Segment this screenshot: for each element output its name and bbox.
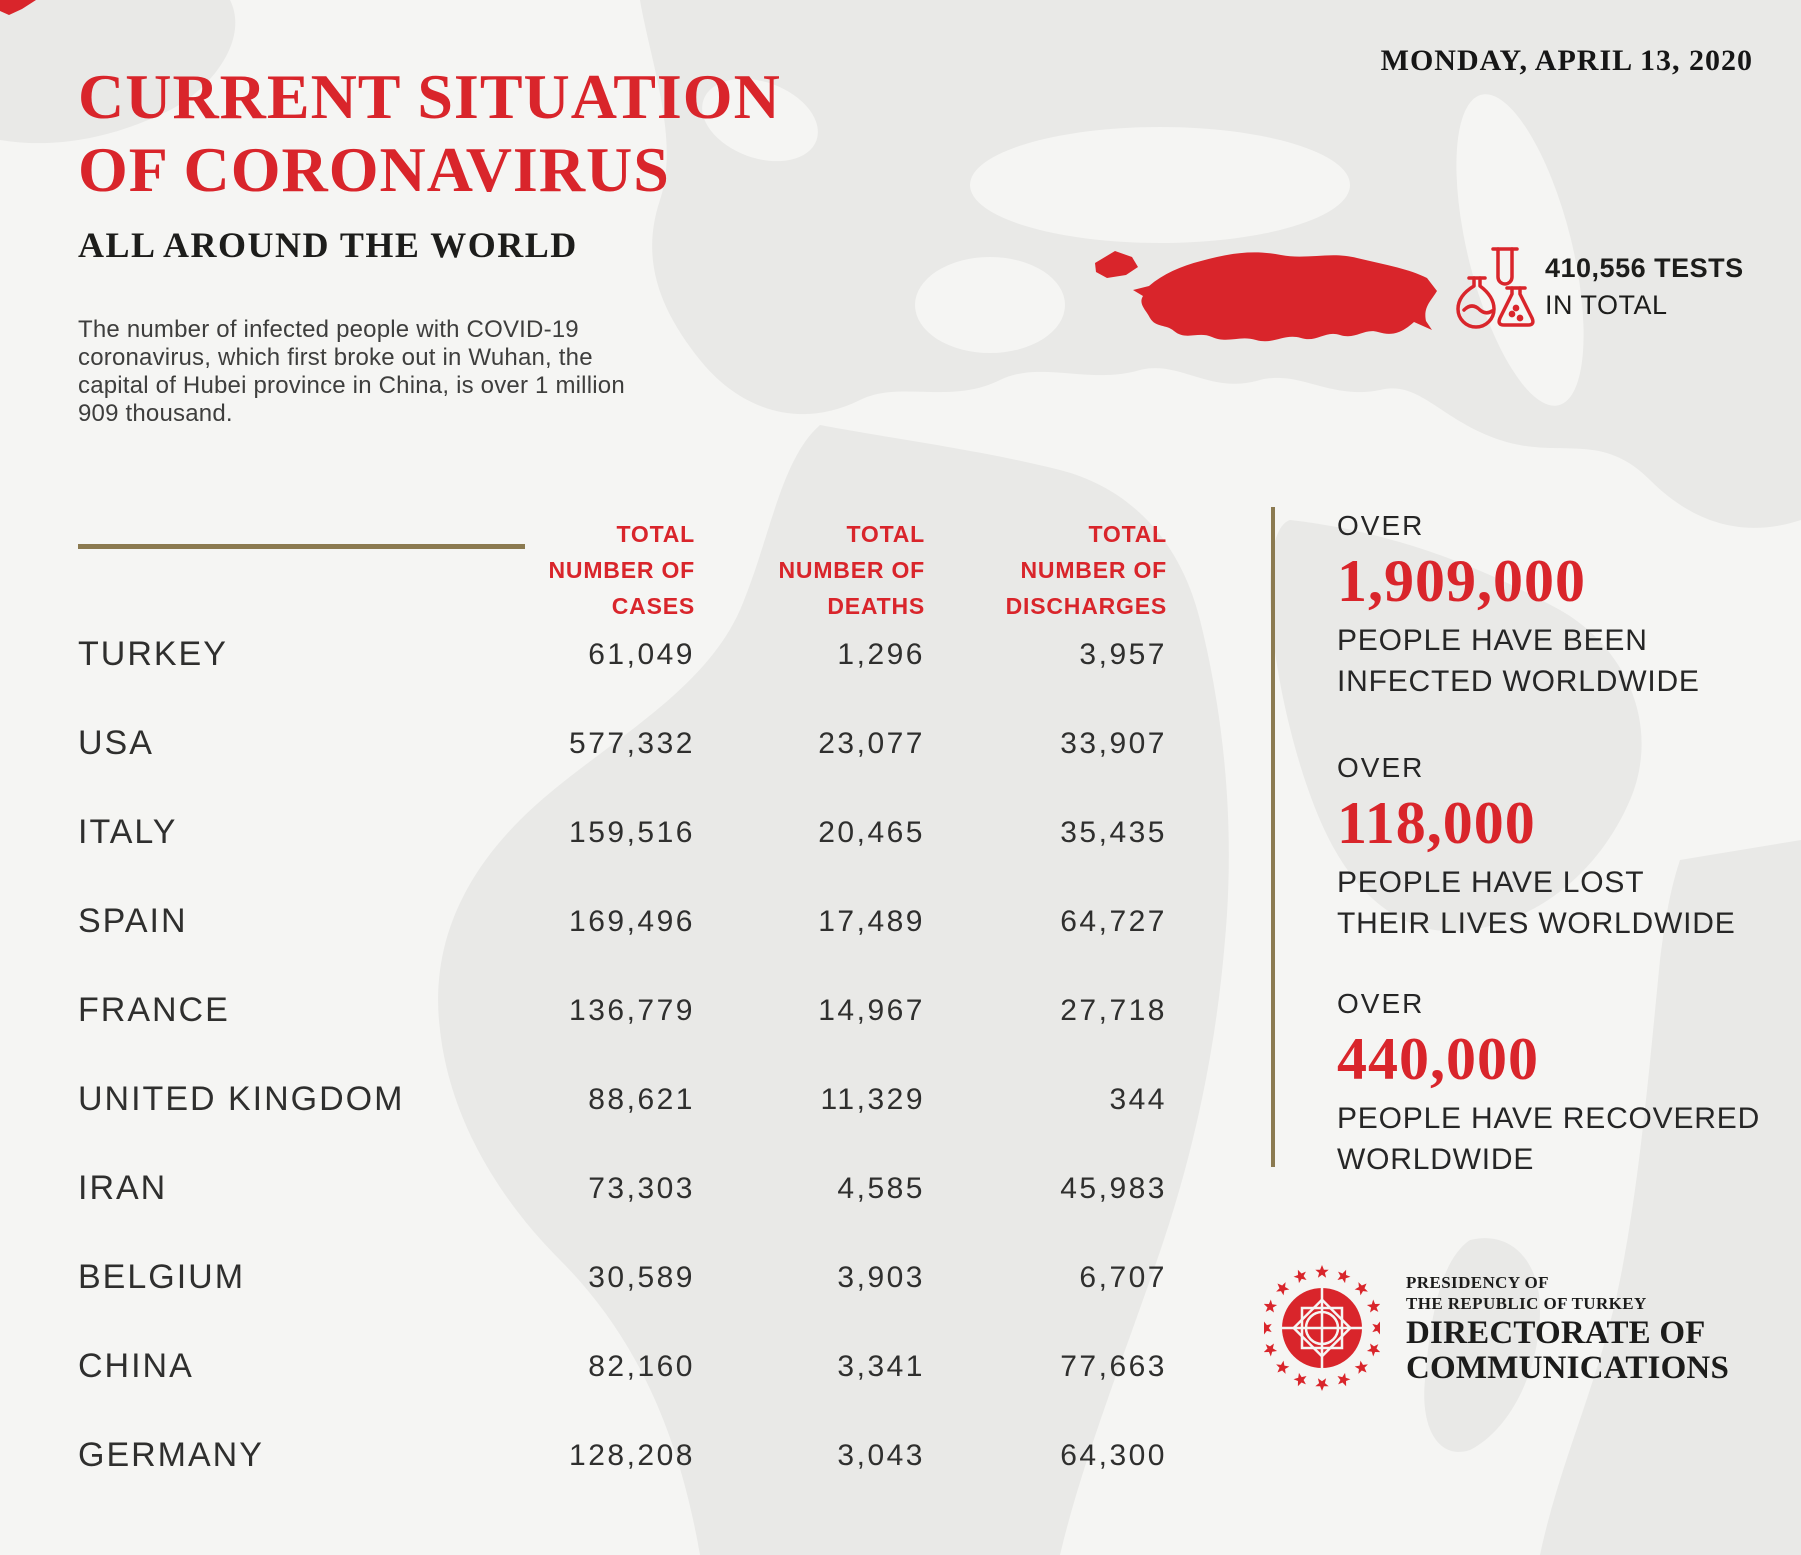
cases-cell: 61,049: [588, 637, 695, 671]
column-header-line: NUMBER OF: [548, 557, 695, 583]
title-line-2: OF CORONAVIRUS: [78, 134, 670, 205]
column-header-line: NUMBER OF: [778, 557, 925, 583]
country-cell: UNITED KINGDOM: [78, 1080, 405, 1118]
column-header-line: CASES: [611, 593, 695, 619]
discharges-cell: 35,435: [1060, 815, 1167, 849]
stat-deaths-worldwide: [1337, 752, 1787, 944]
stats-divider-rule: [1271, 507, 1275, 1167]
discharges-cell: 45,983: [1060, 1171, 1167, 1205]
tests-suffix: IN TOTAL: [1545, 290, 1668, 320]
deaths-cell: 3,903: [837, 1260, 925, 1294]
discharges-cell: 64,727: [1060, 904, 1167, 938]
discharges-cell: 27,718: [1060, 993, 1167, 1027]
deaths-cell: 1,296: [837, 637, 925, 671]
discharges-cell: 77,663: [1060, 1349, 1167, 1383]
cases-cell: 128,208: [569, 1438, 695, 1472]
deaths-cell: 4,585: [837, 1171, 925, 1205]
stat-recovered-worldwide: [1337, 988, 1787, 1180]
stat-value: 118,000: [1337, 790, 1536, 856]
page-title: [78, 60, 781, 206]
stat-caption-line: PEOPLE HAVE BEEN: [1337, 624, 1648, 657]
intro-paragraph: [78, 316, 625, 428]
lab-flasks-icon: [1452, 242, 1536, 332]
deaths-cell: 3,043: [837, 1438, 925, 1472]
country-cell: SPAIN: [78, 902, 188, 940]
stat-caption-line: PEOPLE HAVE LOST: [1337, 866, 1645, 899]
intro-line: capital of Hubei province in China, is over 1 million: [78, 372, 625, 399]
stat-caption: [1337, 862, 1787, 944]
org-big-line: DIRECTORATE OF: [1406, 1315, 1706, 1351]
turkey-map-silhouette: [1085, 230, 1437, 366]
column-header-line: NUMBER OF: [1020, 557, 1167, 583]
deaths-cell: 20,465: [818, 815, 925, 849]
poster-date: MONDAY, APRIL 13, 2020: [1380, 44, 1753, 77]
column-header-deaths: [665, 516, 925, 624]
discharges-cell: 33,907: [1060, 726, 1167, 760]
country-cell: BELGIUM: [78, 1258, 246, 1296]
directorate-logo-text: [1406, 1272, 1729, 1384]
deaths-cell: 17,489: [818, 904, 925, 938]
deaths-cell: 11,329: [820, 1082, 925, 1116]
country-cell: IRAN: [78, 1169, 168, 1207]
cases-cell: 577,332: [569, 726, 695, 760]
deaths-cell: 23,077: [818, 726, 925, 760]
tests-total: [1545, 250, 1744, 324]
country-cell: CHINA: [78, 1347, 194, 1385]
discharges-cell: 64,300: [1060, 1438, 1167, 1472]
cases-cell: 169,496: [569, 904, 695, 938]
deaths-cell: 14,967: [818, 993, 925, 1027]
country-cell: ITALY: [78, 813, 178, 851]
intro-line: The number of infected people with COVID-19: [78, 316, 579, 343]
cases-cell: 136,779: [569, 993, 695, 1027]
org-big-line: COMMUNICATIONS: [1406, 1350, 1730, 1386]
discharges-cell: 6,707: [1079, 1260, 1167, 1294]
tests-value: 410,556 TESTS: [1545, 253, 1744, 283]
stat-prefix: OVER: [1337, 988, 1425, 1019]
org-small-line: PRESIDENCY OF: [1406, 1273, 1549, 1292]
page-subtitle: ALL AROUND THE WORLD: [78, 225, 578, 265]
stat-value: 1,909,000: [1337, 548, 1586, 614]
column-header-line: DEATHS: [827, 593, 925, 619]
intro-line: coronavirus, which first broke out in Wuhan, the: [78, 344, 593, 371]
column-header-line: TOTAL: [1088, 521, 1167, 547]
cases-cell: 73,303: [588, 1171, 695, 1205]
country-cell: FRANCE: [78, 991, 230, 1029]
cases-cell: 82,160: [588, 1349, 695, 1383]
column-header-line: DISCHARGES: [1005, 593, 1167, 619]
stat-caption: [1337, 1098, 1787, 1180]
stat-infected-worldwide: [1337, 510, 1787, 702]
discharges-cell: 3,957: [1079, 637, 1167, 671]
cases-cell: 159,516: [569, 815, 695, 849]
country-cell: TURKEY: [78, 635, 228, 673]
stat-caption-line: INFECTED WORLDWIDE: [1337, 665, 1700, 698]
column-header-discharges: [907, 516, 1167, 624]
column-header-line: TOTAL: [846, 521, 925, 547]
country-table: [78, 610, 1167, 1500]
country-cell: USA: [78, 724, 154, 762]
stat-caption-line: WORLDWIDE: [1337, 1143, 1535, 1176]
discharges-cell: 344: [1109, 1082, 1167, 1116]
cases-cell: 30,589: [588, 1260, 695, 1294]
intro-line: 909 thousand.: [78, 400, 233, 427]
org-small-line: THE REPUBLIC OF TURKEY: [1406, 1294, 1647, 1313]
stat-caption-line: PEOPLE HAVE RECOVERED: [1337, 1102, 1761, 1135]
title-line-1: CURRENT SITUATION: [78, 61, 781, 132]
country-cell: GERMANY: [78, 1436, 264, 1474]
stat-prefix: OVER: [1337, 752, 1425, 783]
stat-caption-line: THEIR LIVES WORLDWIDE: [1337, 907, 1736, 940]
column-header-cases: [435, 516, 695, 624]
cases-cell: 88,621: [588, 1082, 695, 1116]
stat-value: 440,000: [1337, 1026, 1539, 1092]
column-header-line: TOTAL: [616, 521, 695, 547]
presidency-emblem-icon: [1264, 1262, 1380, 1394]
stat-prefix: OVER: [1337, 510, 1425, 541]
stat-caption: [1337, 620, 1787, 702]
deaths-cell: 3,341: [837, 1349, 925, 1383]
